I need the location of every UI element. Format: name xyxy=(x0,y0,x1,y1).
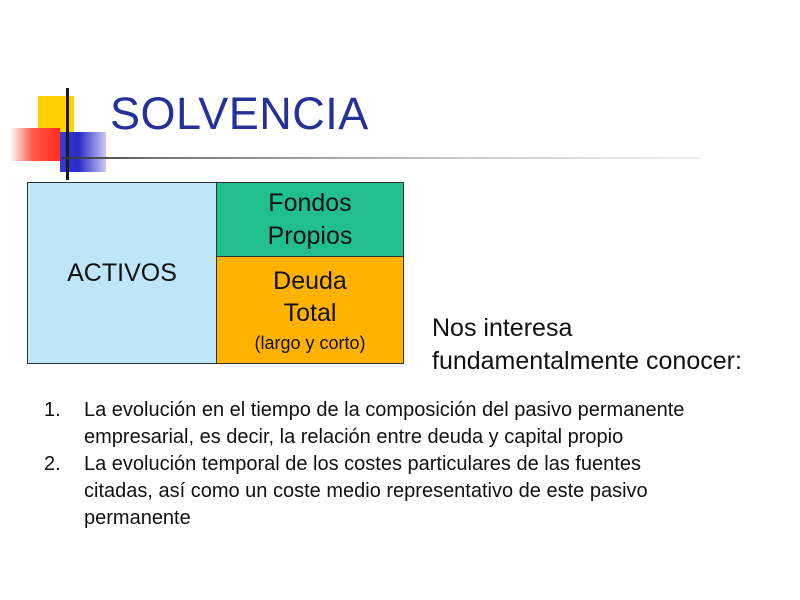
list-text-line: empresarial, es decir, la relación entre deuda y capital propio xyxy=(84,426,624,448)
fondos-label-line1: Fondos xyxy=(268,188,352,217)
list-number: 2. xyxy=(44,453,61,475)
decorative-squares-logo xyxy=(0,0,110,190)
fondos-label-line2: Propios xyxy=(267,221,353,250)
deuda-label-line2: Total xyxy=(283,299,337,327)
slide-title: SOLVENCIA xyxy=(110,88,369,139)
red-square xyxy=(10,128,60,161)
interesa-text xyxy=(432,312,742,378)
list-text-line: citadas, así como un coste medio representativo de este pasivo xyxy=(84,480,648,502)
list-text-line: permanente xyxy=(84,507,191,529)
deuda-total-box xyxy=(216,256,404,364)
list-text-line: La evolución temporal de los costes particulares de las fuentes xyxy=(84,453,641,475)
list-item xyxy=(44,451,784,532)
interesa-line2: fundamentalmente conocer: xyxy=(432,347,742,375)
list-item xyxy=(44,397,784,451)
numbered-list xyxy=(44,397,784,532)
list-text xyxy=(84,451,784,532)
list-text xyxy=(84,397,784,451)
list-number: 1. xyxy=(44,399,61,421)
list-text-line: La evolución en el tiempo de la composición del pasivo permanente xyxy=(84,399,685,421)
activos-box xyxy=(27,182,217,364)
title-underline xyxy=(62,157,702,159)
interesa-line1: Nos interesa xyxy=(432,314,573,342)
vertical-rule xyxy=(66,88,69,180)
deuda-note: (largo y corto) xyxy=(254,333,366,353)
deuda-label-line1: Deuda xyxy=(273,267,347,295)
fondos-propios-box xyxy=(216,182,404,257)
activos-label: ACTIVOS xyxy=(67,258,177,287)
